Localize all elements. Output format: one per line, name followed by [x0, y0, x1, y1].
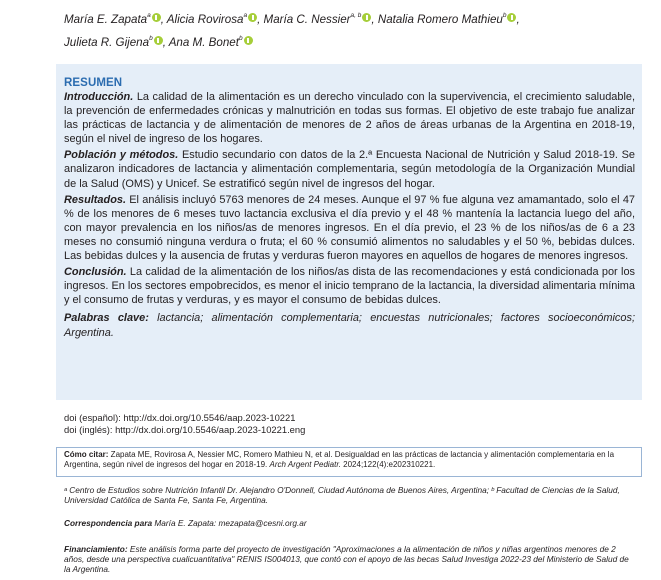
doi-english-link[interactable]: doi (inglés): http://dx.doi.org/10.5546/aap.2023-10221.eng	[64, 423, 306, 435]
orcid-icon[interactable]	[248, 13, 257, 22]
affiliation-mark: b	[149, 35, 153, 42]
abstract-title: RESUMEN	[64, 77, 123, 89]
author[interactable]: Natalia Romero Mathieu$^b$ ,	[377, 12, 520, 26]
abstract-box	[56, 64, 642, 400]
citation-box: Cómo citar: Zapata ME, Rovirosa A, Nessier MC, Romero Mathieu N, et al. Desigualdad en las prácticas de lactancia y alimentación complementaria en la Argentina, según nivel de ingresos del hogar en 2018-19. Arch Argent Pediatr. 2024;122(4):e202310221.	[56, 447, 642, 477]
author-list	[64, 6, 644, 52]
keywords: Palabras clave: lactancia; alimentación complementaria; encuestas nutricionales; factores socioeconómicos; Argentina.	[64, 312, 635, 339]
author[interactable]: Alicia Rovirosa$^a$ ,	[166, 12, 264, 26]
orcid-icon[interactable]	[152, 13, 161, 22]
author[interactable]: María E. Zapata$^a$ ,	[64, 12, 167, 26]
affiliation-mark: b	[502, 12, 507, 19]
author[interactable]: Julieta R. Gijena$^b$ ,	[64, 35, 169, 49]
affiliation-mark: a	[243, 12, 248, 19]
author[interactable]: Ana M. Bonet$^b$	[169, 36, 253, 49]
correspondence-label: Correspondencia para	[64, 518, 153, 528]
keywords-label: Palabras clave:	[64, 312, 149, 325]
journal-name: Arch Argent Pediatr.	[269, 459, 341, 469]
abstract-conclusion: Conclusión. La calidad de la alimentación de los niños/as dista de las recomendaciones y está condicionada por los ingresos. En los sectores empobrecidos, es menor el inicio temprano de la lactancia, la diversidad alimentaria mínima y el consumo de frutas y verduras, y es mayor el consumo de bebidas dulces.	[64, 266, 635, 307]
abstract-results: Resultados. El análisis incluyó 5763 menores de 24 meses. Aunque el 97 % fue alguna vez amamantado, solo el 47 % de los menores de 6 meses tuvo lactancia exclusiva el día previo y el 48 % mantenía la lactancia luego del año, con mayor prevalencia en los niños/as de menores ingresos. En el día previo, el 23 % de los niños/as de 6 a 23 meses no consumió ninguna verdura o fruta; el 60 % consumió alimentos no saludables y el 50 %, bebidas dulces. Las bebidas dulces y la ausencia de frutas y verduras fueron mayores en aquellos de hogares de menores ingresos.	[64, 193, 635, 263]
funding: Financiamiento: Este análisis forma parte del proyecto de investigación "Aproximaciones a la alimentación de niños y niñas argentinos menores de 2 años, desde una perspectiva cualicuantitativa" RENIS IS004013, que contó con el apoyo de las becas Salud Investiga 2022-23 del Ministerio de Salud de la Argentina.	[64, 544, 629, 575]
correspondence-email[interactable]: María E. Zapata: mezapata@cesni.org.ar	[152, 518, 307, 528]
correspondence	[64, 518, 307, 528]
section-label: Introducción.	[64, 91, 134, 103]
affiliation-mark: b	[238, 35, 243, 42]
section-label: Resultados.	[64, 193, 126, 206]
orcid-icon[interactable]	[244, 36, 253, 45]
author[interactable]: María C. Nessier$^{a, b}$ ,	[263, 12, 378, 26]
doi-block	[64, 412, 305, 435]
affiliations: ᵃ Centro de Estudios sobre Nutrición Infantil Dr. Alejandro O'Donnell, Ciudad Autónoma de Buenos Aires, Argentina; ᵇ Facultad de Ciencias de la Salud, Universidad Católica de Santa Fe, Santa Fe, Argentina.	[64, 485, 620, 506]
abstract-methods: Población y métodos. Estudio secundario con datos de la 2.ª Encuesta Nacional de Nutrición y Salud 2018-19. Se analizaron indicadores de lactancia y alimentación complementaria, según metodología de la Organización Mundial de la Salud (OMS) y Unicef. Se estratificó según nivel de ingresos del hogar.	[64, 149, 635, 190]
doi-spanish-link[interactable]: doi (español): http://dx.doi.org/10.5546/aap.2023-10221	[64, 412, 296, 423]
citation-label: Cómo citar:	[64, 450, 109, 459]
section-label: Población y métodos.	[64, 149, 179, 162]
affiliation-mark: a	[147, 12, 151, 19]
abstract-introduction: Introducción. La calidad de la alimentación es un derecho vinculado con la supervivencia, el crecimiento saludable, la prevención de enfermedades crónicas y malnutrición en todas sus formas. El objetivo de este trabajo fue analizar las prácticas de lactancia y de alimentación de menores de 2 años de áreas urbanas de la Argentina en 2018-19, según el nivel de ingreso de los hogares.	[64, 91, 635, 146]
affiliation-mark: a, b	[350, 12, 362, 19]
section-label: Conclusión.	[64, 266, 127, 279]
funding-label: Financiamiento:	[64, 544, 128, 554]
orcid-icon[interactable]	[154, 36, 163, 45]
